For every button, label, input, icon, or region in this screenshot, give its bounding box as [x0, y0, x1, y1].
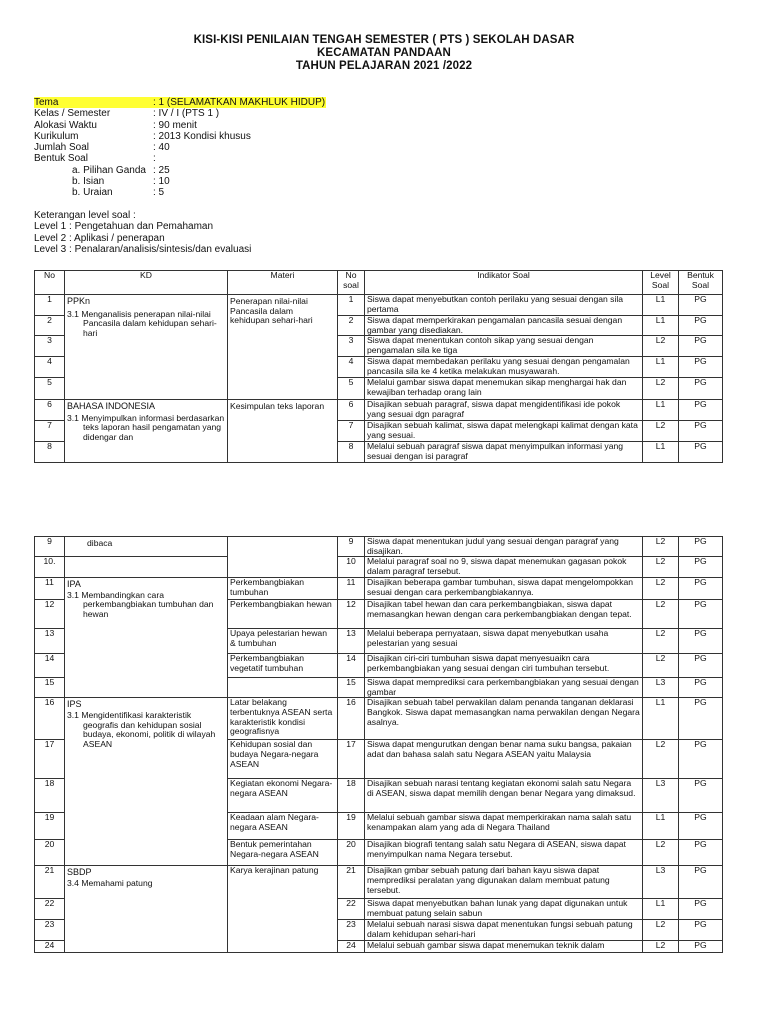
row-indikator: Disajikan tabel hewan dan cara perkembangbiakan, siswa dapat memasangkan hewan dengan cara perkembangbiakan dengan tepat.	[365, 600, 643, 629]
row-bentuk: PG	[679, 600, 723, 629]
row-level: L1	[643, 813, 679, 840]
row-nosoal: 20	[338, 840, 365, 866]
row-level: L1	[643, 442, 679, 463]
materi-text: Karya kerajinan patung	[230, 865, 319, 876]
row-indikator: Disajikan sebuah narasi tentang kegiatan ekonomi salah satu Negara di ASEAN, siswa dapat memilih dengan benar Negara yang dimaksud.	[365, 779, 643, 813]
materi-cell: Perkembangbiakan vegetatif tumbuhan	[228, 654, 338, 678]
row-level: L1	[643, 316, 679, 336]
kd-cell-ipa	[65, 578, 228, 698]
col-header-no: No	[35, 271, 65, 295]
materi-cell: Latar belakang terbentuknya ASEAN serta karakteristik kondisi geografisnya	[228, 698, 338, 740]
row-level: L2	[643, 537, 679, 557]
row-no: 8	[35, 442, 65, 463]
table-header-row	[35, 271, 723, 295]
kd-cell-empty	[65, 557, 228, 578]
row-no: 18	[35, 779, 65, 813]
row-bentuk: PG	[679, 336, 723, 357]
level-1: Level 1 : Pengetahuan dan Pemahaman	[34, 221, 214, 233]
materi-text: Penerapan nilai-nilai Pancasila dalam kehidupan sehari-hari	[230, 296, 313, 326]
row-nosoal: 23	[338, 920, 365, 941]
row-nosoal: 11	[338, 578, 365, 600]
kd-cell-ips	[65, 698, 228, 866]
materi-cell	[228, 400, 338, 463]
row-indikator: Melalui sebuah paragraf siswa dapat menyimpulkan informasi yang sesuai dengan isi paragraf	[365, 442, 643, 463]
row-bentuk: PG	[679, 740, 723, 779]
kd-title: BAHASA INDONESIA	[67, 401, 156, 412]
row-nosoal: 1	[338, 295, 365, 316]
row-level: L2	[643, 557, 679, 578]
row-bentuk: PG	[679, 698, 723, 740]
row-nosoal: 8	[338, 442, 365, 463]
row-no: 21	[35, 866, 65, 899]
table-row	[35, 400, 723, 421]
row-bentuk: PG	[679, 442, 723, 463]
row-nosoal: 21	[338, 866, 365, 899]
info-bentuk: Bentuk Soal :	[34, 153, 156, 165]
row-indikator: Siswa dapat mengurutkan dengan benar nama suku bangsa, pakaian adat dan bahasa salah satu Negara ASEAN yaitu Malaysia	[365, 740, 643, 779]
row-bentuk: PG	[679, 813, 723, 840]
info-kelas: Kelas / Semester : IV / I (PTS 1 )	[34, 108, 220, 120]
row-no: 13	[35, 629, 65, 654]
row-indikator: Siswa dapat menentukan contoh sikap yang sesuai dengan pengamalan sila ke tiga	[365, 336, 643, 357]
row-indikator: Disajikan sebuah paragraf, siswa dapat mengidentifikasi ide pokok yang sesuai dgn paragraf	[365, 400, 643, 421]
kd-title: PPKn	[67, 296, 91, 306]
row-indikator: Melalui paragraf soal no 9, siswa dapat menemukan gagasan pokok dalam paragraf tersebut.	[365, 557, 643, 578]
row-nosoal: 5	[338, 378, 365, 400]
row-bentuk: PG	[679, 899, 723, 920]
kd-cell-sbdp	[65, 866, 228, 953]
row-indikator: Disajikan sebuah tabel perwakilan dalam penanda tanganan deklarasi Bangkok. Siswa dapat memasangkan nama perwakilan dengan Negara asalnya.	[365, 698, 643, 740]
row-no: 24	[35, 941, 65, 953]
materi-cell	[228, 866, 338, 953]
kd-cell-ppkn	[65, 295, 228, 400]
row-nosoal: 19	[338, 813, 365, 840]
level-heading: Keterangan level soal :	[34, 210, 136, 221]
row-bentuk: PG	[679, 357, 723, 378]
row-indikator: Melalui sebuah narasi siswa dapat menentukan fungsi sebuah patung dalam kehidupan sehari-hari	[365, 920, 643, 941]
row-indikator: Siswa dapat menyebutkan contoh perilaku yang sesuai dengan sila pertama	[365, 295, 643, 316]
kisi-table-part1	[34, 270, 723, 463]
kd-text: 3.1 Membandingkan cara perkembangbiakan tumbuhan dan hewan	[67, 589, 214, 619]
row-nosoal: 10	[338, 557, 365, 578]
materi-cell-empty	[228, 537, 338, 578]
kd-text: 3.1 Menyimpulkan informasi berdasarkan teks laporan hasil pengamatan yang didengar dan	[67, 412, 225, 442]
row-level: L2	[643, 578, 679, 600]
kd-text: 3.1 Mengidentifikasi karakteristik geografis dan kehidupan sosial budaya, ekonomi, politik di wilayah ASEAN	[67, 709, 216, 749]
doc-title-line2: KECAMATAN PANDAAN	[317, 47, 451, 59]
row-nosoal: 15	[338, 678, 365, 698]
materi-cell: Keadaan alam Negara-negara ASEAN	[228, 813, 338, 840]
row-indikator: Melalui sebuah gambar siswa dapat menemukan teknik dalam	[365, 941, 643, 953]
row-bentuk: PG	[679, 316, 723, 336]
row-nosoal: 12	[338, 600, 365, 629]
level-legend	[34, 210, 251, 255]
row-level: L1	[643, 698, 679, 740]
materi-cell-empty	[228, 678, 338, 698]
row-level: L2	[643, 840, 679, 866]
row-nosoal: 4	[338, 357, 365, 378]
row-nosoal: 6	[338, 400, 365, 421]
row-indikator: Siswa dapat menentukan judul yang sesuai dengan paragraf yang disajikan.	[365, 537, 643, 557]
col-header-indikator: Indikator Soal	[365, 271, 643, 295]
row-no: 11	[35, 578, 65, 600]
row-level: L3	[643, 678, 679, 698]
materi-cell: Kehidupan sosial dan budaya Negara-negara ASEAN	[228, 740, 338, 779]
row-bentuk: PG	[679, 557, 723, 578]
row-level: L1	[643, 295, 679, 316]
row-bentuk: PG	[679, 537, 723, 557]
row-bentuk: PG	[679, 629, 723, 654]
row-bentuk: PG	[679, 654, 723, 678]
row-nosoal: 22	[338, 899, 365, 920]
row-bentuk: PG	[679, 920, 723, 941]
col-header-nosoal: No soal	[338, 271, 365, 295]
row-bentuk: PG	[679, 421, 723, 442]
row-bentuk: PG	[679, 779, 723, 813]
row-no: 17	[35, 740, 65, 779]
row-nosoal: 7	[338, 421, 365, 442]
row-indikator: Siswa dapat menyebutkan bahan lunak yang dapat digunakan untuk membuat patung selain sabun	[365, 899, 643, 920]
row-bentuk: PG	[679, 400, 723, 421]
info-block	[34, 97, 326, 199]
row-nosoal: 16	[338, 698, 365, 740]
kd-cell-bahasa-indonesia-cont	[65, 537, 228, 557]
materi-text: Kesimpulan teks laporan	[230, 401, 325, 412]
row-nosoal: 14	[338, 654, 365, 678]
table-row	[35, 698, 723, 740]
materi-cell: Kegiatan ekonomi Negara-negara ASEAN	[228, 779, 338, 813]
info-uraian: b. Uraian : 5	[72, 187, 165, 199]
table-row	[35, 557, 723, 578]
row-level: L2	[643, 920, 679, 941]
row-nosoal: 13	[338, 629, 365, 654]
row-level: L2	[643, 600, 679, 629]
row-level: L2	[643, 941, 679, 953]
row-bentuk: PG	[679, 378, 723, 400]
level-2: Level 2 : Aplikasi / penerapan	[34, 232, 165, 244]
row-bentuk: PG	[679, 578, 723, 600]
row-no: 23	[35, 920, 65, 941]
row-no: 15	[35, 678, 65, 698]
row-indikator: Disajikan biografi tentang salah satu Negara di ASEAN, siswa dapat menyimpulkan nama Negara tersebut.	[365, 840, 643, 866]
kisi-table-part2	[34, 536, 723, 953]
row-bentuk: PG	[679, 866, 723, 899]
row-indikator: Melalui sebuah gambar siswa dapat memperkirakan nama salah satu kenampakan alam yang ada di Negara Thailand	[365, 813, 643, 840]
row-indikator: Melalui beberapa pernyataan, siswa dapat menyebutkan usaha pelestarian yang sesuai	[365, 629, 643, 654]
row-bentuk: PG	[679, 678, 723, 698]
row-no: 16	[35, 698, 65, 740]
col-header-kd: KD	[65, 271, 228, 295]
row-bentuk: PG	[679, 295, 723, 316]
row-nosoal: 2	[338, 316, 365, 336]
row-no: 19	[35, 813, 65, 840]
row-level: L2	[643, 654, 679, 678]
row-level: L1	[643, 357, 679, 378]
kd-text: 3.4 Memahami patung	[67, 877, 153, 888]
row-no: 12	[35, 600, 65, 629]
row-nosoal: 24	[338, 941, 365, 953]
kd-title: IPS	[67, 699, 82, 710]
row-bentuk: PG	[679, 941, 723, 953]
kd-text: dibaca	[87, 538, 113, 548]
table-row	[35, 578, 723, 600]
row-indikator: Disajikan beberapa gambar tumbuhan, siswa dapat mengelompokkan sesuai dengan cara perkembangbiakannya.	[365, 578, 643, 600]
doc-title-line3: TAHUN PELAJARAN 2021 /2022	[295, 60, 473, 72]
row-no: 5	[35, 378, 65, 400]
col-header-bentuk: Bentuk Soal	[679, 271, 723, 295]
row-nosoal: 17	[338, 740, 365, 779]
row-nosoal: 9	[338, 537, 365, 557]
col-header-materi: Materi	[228, 271, 338, 295]
row-no: 22	[35, 899, 65, 920]
info-tema: Tema : 1 (SELAMATKAN MAKHLUK HIDUP)	[34, 97, 326, 108]
level-3: Level 3 : Penalaran/analisis/sintesis/dan evaluasi	[34, 243, 252, 255]
row-indikator: Disajikan gmbar sebuah patung dari bahan kayu siswa dapat memprediksi peralatan yang digunakan dalam membuat patung tersebut.	[365, 866, 643, 899]
row-level: L2	[643, 336, 679, 357]
row-indikator: Disajikan ciri-ciri tumbuhan siswa dapat menyesuaikn cara perkembangbiakan yang sesuai dengan ciri tumbuhan tersebut.	[365, 654, 643, 678]
row-no: 3	[35, 336, 65, 357]
table-row	[35, 866, 723, 899]
row-level: L1	[643, 899, 679, 920]
col-header-level: Level Soal	[643, 271, 679, 295]
row-level: L2	[643, 378, 679, 400]
row-no: 14	[35, 654, 65, 678]
row-bentuk: PG	[679, 840, 723, 866]
row-indikator: Melalui gambar siswa dapat menemukan sikap menghargai hak dan kewajiban terhadap orang lain	[365, 378, 643, 400]
row-indikator: Siswa dapat memprediksi cara perkembangbiakan yang sesuai dengan gambar	[365, 678, 643, 698]
materi-cell: Perkembangbiakan tumbuhan	[228, 578, 338, 600]
row-nosoal: 3	[338, 336, 365, 357]
row-level: L3	[643, 779, 679, 813]
kd-title: IPA	[67, 579, 81, 590]
row-no: 10.	[35, 557, 65, 578]
row-level: L3	[643, 866, 679, 899]
row-no: 4	[35, 357, 65, 378]
row-no: 7	[35, 421, 65, 442]
info-jumlah: Jumlah Soal : 40	[34, 142, 170, 154]
row-no: 6	[35, 400, 65, 421]
table-row	[35, 295, 723, 316]
row-no: 20	[35, 840, 65, 866]
materi-cell	[228, 295, 338, 400]
info-pg: a. Pilihan Ganda : 25	[72, 164, 170, 176]
row-no: 9	[35, 537, 65, 557]
doc-title-line1: KISI-KISI PENILAIAN TENGAH SEMESTER ( PTS ) SEKOLAH DASAR	[193, 34, 575, 46]
row-no: 2	[35, 316, 65, 336]
info-isian: b. Isian : 10	[72, 176, 170, 188]
row-level: L2	[643, 740, 679, 779]
table-row	[35, 537, 723, 557]
row-no: 1	[35, 295, 65, 316]
kd-cell-bahasa-indonesia	[65, 400, 228, 463]
row-indikator: Disajikan sebuah kalimat, siswa dapat melengkapi kalimat dengan kata yang sesuai.	[365, 421, 643, 442]
info-kurikulum: Kurikulum : 2013 Kondisi khusus	[34, 130, 251, 142]
materi-cell: Upaya pelestarian hewan & tumbuhan	[228, 629, 338, 654]
row-indikator: Siswa dapat memperkirakan pengamalan pancasila sesuai dengan gambar yang disediakan.	[365, 316, 643, 336]
info-alokasi: Alokasi Waktu : 90 menit	[34, 119, 197, 131]
row-nosoal: 18	[338, 779, 365, 813]
row-level: L2	[643, 421, 679, 442]
kd-text: 3.1 Menganalisis penerapan nilai-nilai Pancasila dalam kehidupan sehari-hari	[67, 308, 217, 338]
materi-cell: Perkembangbiakan hewan	[228, 600, 338, 629]
row-level: L2	[643, 629, 679, 654]
row-level: L1	[643, 400, 679, 421]
row-indikator: Siswa dapat membedakan perilaku yang sesuai dengan pengamalan pancasila sila ke 4 ketika melakukan musyawarah.	[365, 357, 643, 378]
kd-title: SBDP	[67, 867, 92, 878]
materi-cell: Bentuk pemerintahan Negara-negara ASEAN	[228, 840, 338, 866]
